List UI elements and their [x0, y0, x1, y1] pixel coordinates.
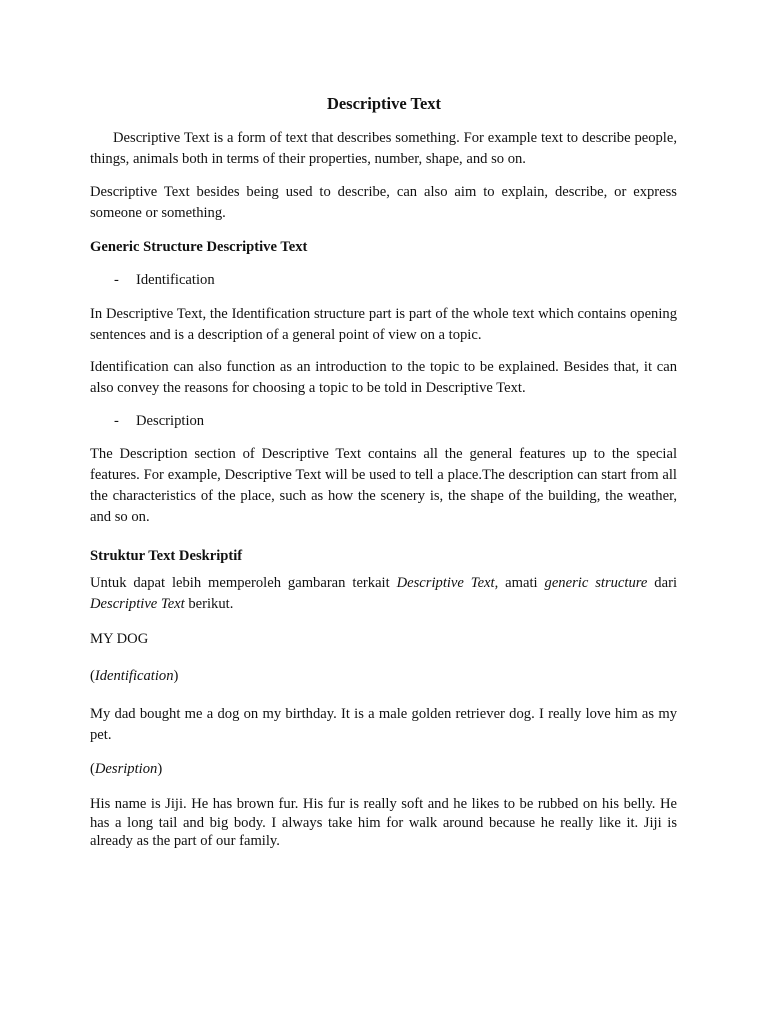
example-title: MY DOG	[90, 631, 149, 647]
struktur-paragraph	[90, 573, 677, 615]
struktur-term-descriptive-text-2: Descriptive Text	[90, 596, 185, 612]
close-paren: )	[157, 761, 163, 777]
bullet-label-identification: Identification	[136, 272, 215, 288]
open-paren: (	[90, 761, 95, 777]
bullet-dash: -	[114, 272, 119, 288]
example-identification-text: My dad bought me a dog on my birthday. It is a male golden retriever dog. I really love him as my pet.	[90, 706, 677, 743]
struktur-text-3: dari	[647, 575, 677, 591]
identification-paragraph-2: Identification can also function as an introduction to the topic to be explained. Besides that, it can also convey the reasons for choosing a topic to be told in Descriptive Text.	[90, 359, 677, 396]
bullet-identification	[90, 270, 677, 290]
bullet-label-description: Description	[136, 413, 205, 429]
description-label-text: Desription	[94, 761, 158, 777]
bullet-description	[90, 411, 677, 431]
example-description-text: His name is Jiji. He has brown fur. His fur is really soft and he likes to be rubbed on his belly. He has a long tail and big body. I always take him for walk around because he really like it. Jiji is already as the part of our family.	[90, 796, 677, 849]
close-paren: )	[173, 668, 179, 684]
struktur-text-2: , amati	[494, 575, 545, 591]
identification-paragraph-1: In Descriptive Text, the Identification structure part is part of the whole text which contains opening sentences and is a description of a general point of view on a topic.	[90, 306, 677, 343]
struktur-term-generic-structure: generic structure	[544, 575, 648, 591]
struktur-term-descriptive-text: Descriptive Text	[396, 575, 495, 591]
page-title: Descriptive Text	[326, 94, 442, 113]
description-paragraph: The Description section of Descriptive Text contains all the general features up to the special features. For example, Descriptive Text will be used to tell a place.The description can start from all the characteristics of the place, such as how the scenery is, the shape of the building, the weather, and so on.	[90, 446, 677, 525]
intro-paragraph-2: Descriptive Text besides being used to describe, can also aim to explain, describe, or express someone or something.	[90, 184, 677, 221]
example-description-label	[90, 759, 677, 780]
bullet-dash: -	[114, 413, 119, 429]
example-identification-label	[90, 666, 677, 687]
struktur-text-1: Untuk dapat lebih memperoleh gambaran terkait	[90, 575, 397, 591]
intro-paragraph-1: Descriptive Text is a form of text that describes something. For example text to describe people, things, animals both in terms of their properties, number, shape, and so on.	[90, 130, 677, 167]
struktur-text-4: berikut.	[184, 596, 234, 612]
open-paren: (	[90, 668, 95, 684]
generic-structure-heading: Generic Structure Descriptive Text	[90, 239, 308, 255]
struktur-heading: Struktur Text Deskriptif	[90, 548, 243, 564]
identification-label-text: Identification	[94, 668, 174, 684]
